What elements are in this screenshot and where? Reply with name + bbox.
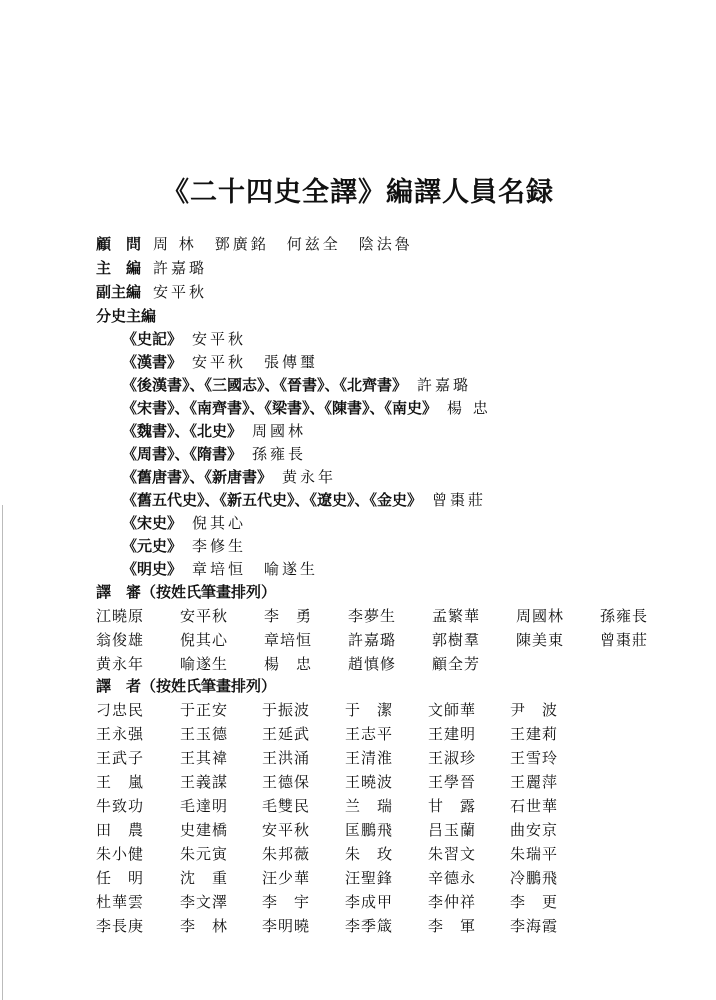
section-editor-entry [122, 467, 336, 487]
translator-name: 朱習文 [428, 845, 477, 863]
reviewer-name: 曾棗莊 [600, 631, 649, 649]
translator-name: 尹 波 [510, 701, 559, 719]
translators-row [96, 844, 716, 866]
reviewer-name: 陳美東 [516, 631, 565, 649]
section-editor-names: 周國林 [252, 422, 307, 440]
translator-name: 王武子 [96, 749, 145, 767]
chief-editor-names: 許嘉璐 [153, 259, 208, 277]
section-books: 《宋史》 [122, 514, 183, 532]
reviewer-name: 許嘉璐 [348, 631, 397, 649]
page-title: 《二十四史全譯》編譯人員名録 [162, 177, 554, 208]
section-books: 《魏書》、《北史》 [122, 422, 243, 440]
translator-name: 于正安 [180, 701, 229, 719]
section-editor-entry [122, 490, 486, 510]
translator-name: 安平秋 [262, 821, 311, 839]
reviewer-name: 趙慎修 [348, 655, 397, 673]
reviewer-name: 周國林 [516, 607, 565, 625]
section-editor-names: 安平秋 張傳璽 [192, 353, 319, 371]
translator-name: 朱小健 [96, 845, 145, 863]
translator-name: 汪聖鋒 [345, 869, 394, 887]
reviewer-name: 楊 忠 [264, 655, 313, 673]
section-editor-names: 黄永年 [282, 468, 337, 486]
translator-name: 李海霞 [510, 917, 559, 935]
section-editor-entry [122, 536, 246, 556]
translator-name: 李 宇 [262, 893, 311, 911]
translator-name: 牛致功 [96, 797, 145, 815]
section-editor-names: 楊 忠 [447, 399, 491, 417]
translator-name: 李成甲 [345, 893, 394, 911]
section-editor-names: 章培恒 喻遂生 [192, 560, 319, 578]
section-editor-entry [122, 513, 246, 533]
translators-row [96, 916, 716, 938]
translators-row [96, 820, 716, 842]
translator-name: 任 明 [96, 869, 145, 887]
section-books: 《舊五代史》、《新五代史》、《遼史》、《金史》 [122, 491, 423, 509]
advisors-names: 周 林 鄧廣銘 何兹全 陰法魯 [153, 235, 413, 253]
translator-name: 毛達明 [180, 797, 229, 815]
reviewers-heading [96, 582, 276, 602]
reviewer-name: 黄永年 [96, 655, 145, 673]
translator-name: 王麗萍 [510, 773, 559, 791]
section-books: 《史記》 [122, 330, 183, 348]
translator-name: 王雪玲 [510, 749, 559, 767]
translator-name: 王義謀 [180, 773, 229, 791]
translators-heading [96, 676, 276, 696]
section-editor-entry [122, 444, 306, 464]
translator-name: 王德保 [262, 773, 311, 791]
translator-name: 辛德永 [428, 869, 477, 887]
reviewer-name: 孫雍長 [600, 607, 649, 625]
advisors-line [96, 234, 413, 254]
translator-name: 沈 重 [180, 869, 229, 887]
translator-name: 汪少華 [262, 869, 311, 887]
translator-name: 甘 露 [428, 797, 477, 815]
translator-name: 兰 瑞 [345, 797, 394, 815]
translator-name: 王曉波 [345, 773, 394, 791]
translators-row [96, 796, 716, 818]
translator-name: 王淑珍 [428, 749, 477, 767]
section-editor-names: 李修生 [192, 537, 247, 555]
translator-name: 朱邦薇 [262, 845, 311, 863]
translator-name: 曲安京 [510, 821, 559, 839]
section-books: 《後漢書》、《三國志》、《晉書》、《北齊書》 [122, 376, 408, 394]
translator-name: 朱元寅 [180, 845, 229, 863]
translators-label: 譯 者（按姓氏筆畫排列） [96, 677, 277, 695]
translator-name: 李明曉 [262, 917, 311, 935]
translator-name: 王洪涌 [262, 749, 311, 767]
translator-name: 王延武 [262, 725, 311, 743]
translator-name: 毛雙民 [262, 797, 311, 815]
translator-name: 朱瑞平 [510, 845, 559, 863]
chief-editor-label: 主 編 [96, 259, 142, 277]
translators-row [96, 772, 716, 794]
section-editors-label: 分史主編 [96, 307, 157, 325]
translator-name: 文師華 [428, 701, 477, 719]
translator-name: 李仲祥 [428, 893, 477, 911]
reviewer-name: 江曉原 [96, 607, 145, 625]
section-books: 《元史》 [122, 537, 183, 555]
advisors-label: 顧 問 [96, 235, 142, 253]
reviewer-name: 李夢生 [348, 607, 397, 625]
reviewers-label: 譯 審（按姓氏筆畫排列） [96, 583, 277, 601]
section-editor-names: 倪其心 [192, 514, 247, 532]
translator-name: 田 農 [96, 821, 145, 839]
translator-name: 王永强 [96, 725, 145, 743]
translator-name: 王建明 [428, 725, 477, 743]
reviewer-name: 顧全芳 [432, 655, 481, 673]
translator-name: 冷鵬飛 [510, 869, 559, 887]
reviewer-name: 李 勇 [264, 607, 313, 625]
section-editors-heading [96, 306, 156, 326]
translator-name: 史建橋 [180, 821, 229, 839]
section-editor-names: 許嘉璐 [417, 376, 472, 394]
section-editor-entry [122, 352, 318, 372]
reviewers-row [96, 654, 716, 676]
section-editor-names: 安平秋 [192, 330, 247, 348]
reviewer-name: 章培恒 [264, 631, 313, 649]
section-books: 《漢書》 [122, 353, 183, 371]
translator-name: 刁忠民 [96, 701, 145, 719]
reviewer-name: 倪其心 [180, 631, 229, 649]
translator-name: 李 更 [510, 893, 559, 911]
deputy-editor-line [96, 282, 207, 302]
deputy-editor-names: 安平秋 [153, 283, 208, 301]
reviewers-row [96, 606, 716, 628]
translators-row [96, 700, 716, 722]
translator-name: 吕玉蘭 [428, 821, 477, 839]
section-editor-entry [122, 559, 318, 579]
reviewer-name: 孟繁華 [432, 607, 481, 625]
reviewer-name: 安平秋 [180, 607, 229, 625]
translator-name: 李文澤 [180, 893, 229, 911]
translators-row [96, 868, 716, 890]
chief-editor-line [96, 258, 207, 278]
section-editor-entry [122, 398, 491, 418]
translator-name: 匡鵬飛 [345, 821, 394, 839]
translator-name: 王建莉 [510, 725, 559, 743]
translator-name: 王其褘 [180, 749, 229, 767]
deputy-editor-label: 副主編 [96, 283, 142, 301]
translators-row [96, 724, 716, 746]
scan-edge-line [2, 505, 3, 1000]
translator-name: 于振波 [262, 701, 311, 719]
section-editor-names: 曾棗莊 [432, 491, 487, 509]
section-editor-names: 孫雍長 [252, 445, 307, 463]
section-books: 《宋書》、《南齊書》、《梁書》、《陳書》、《南史》 [122, 399, 438, 417]
reviewer-name: 喻遂生 [180, 655, 229, 673]
section-books: 《舊唐書》、《新唐書》 [122, 468, 273, 486]
section-books: 《周書》、《隋書》 [122, 445, 243, 463]
translator-name: 李 林 [180, 917, 229, 935]
section-editor-entry [122, 375, 471, 395]
translator-name: 王 嵐 [96, 773, 145, 791]
translator-name: 朱 玫 [345, 845, 394, 863]
translator-name: 杜華雲 [96, 893, 145, 911]
section-editor-entry [122, 329, 246, 349]
translators-row [96, 892, 716, 914]
section-books: 《明史》 [122, 560, 183, 578]
translator-name: 石世華 [510, 797, 559, 815]
translator-name: 李長庚 [96, 917, 145, 935]
reviewers-row [96, 630, 716, 652]
translator-name: 李 軍 [428, 917, 477, 935]
reviewer-name: 郭樹羣 [432, 631, 481, 649]
translator-name: 于 潔 [345, 701, 394, 719]
section-editor-entry [122, 421, 306, 441]
reviewer-name: 翁俊雄 [96, 631, 145, 649]
translator-name: 王清淮 [345, 749, 394, 767]
translator-name: 王志平 [345, 725, 394, 743]
translators-row [96, 748, 716, 770]
translator-name: 李季箴 [345, 917, 394, 935]
translator-name: 王學晉 [428, 773, 477, 791]
translator-name: 王玉德 [180, 725, 229, 743]
